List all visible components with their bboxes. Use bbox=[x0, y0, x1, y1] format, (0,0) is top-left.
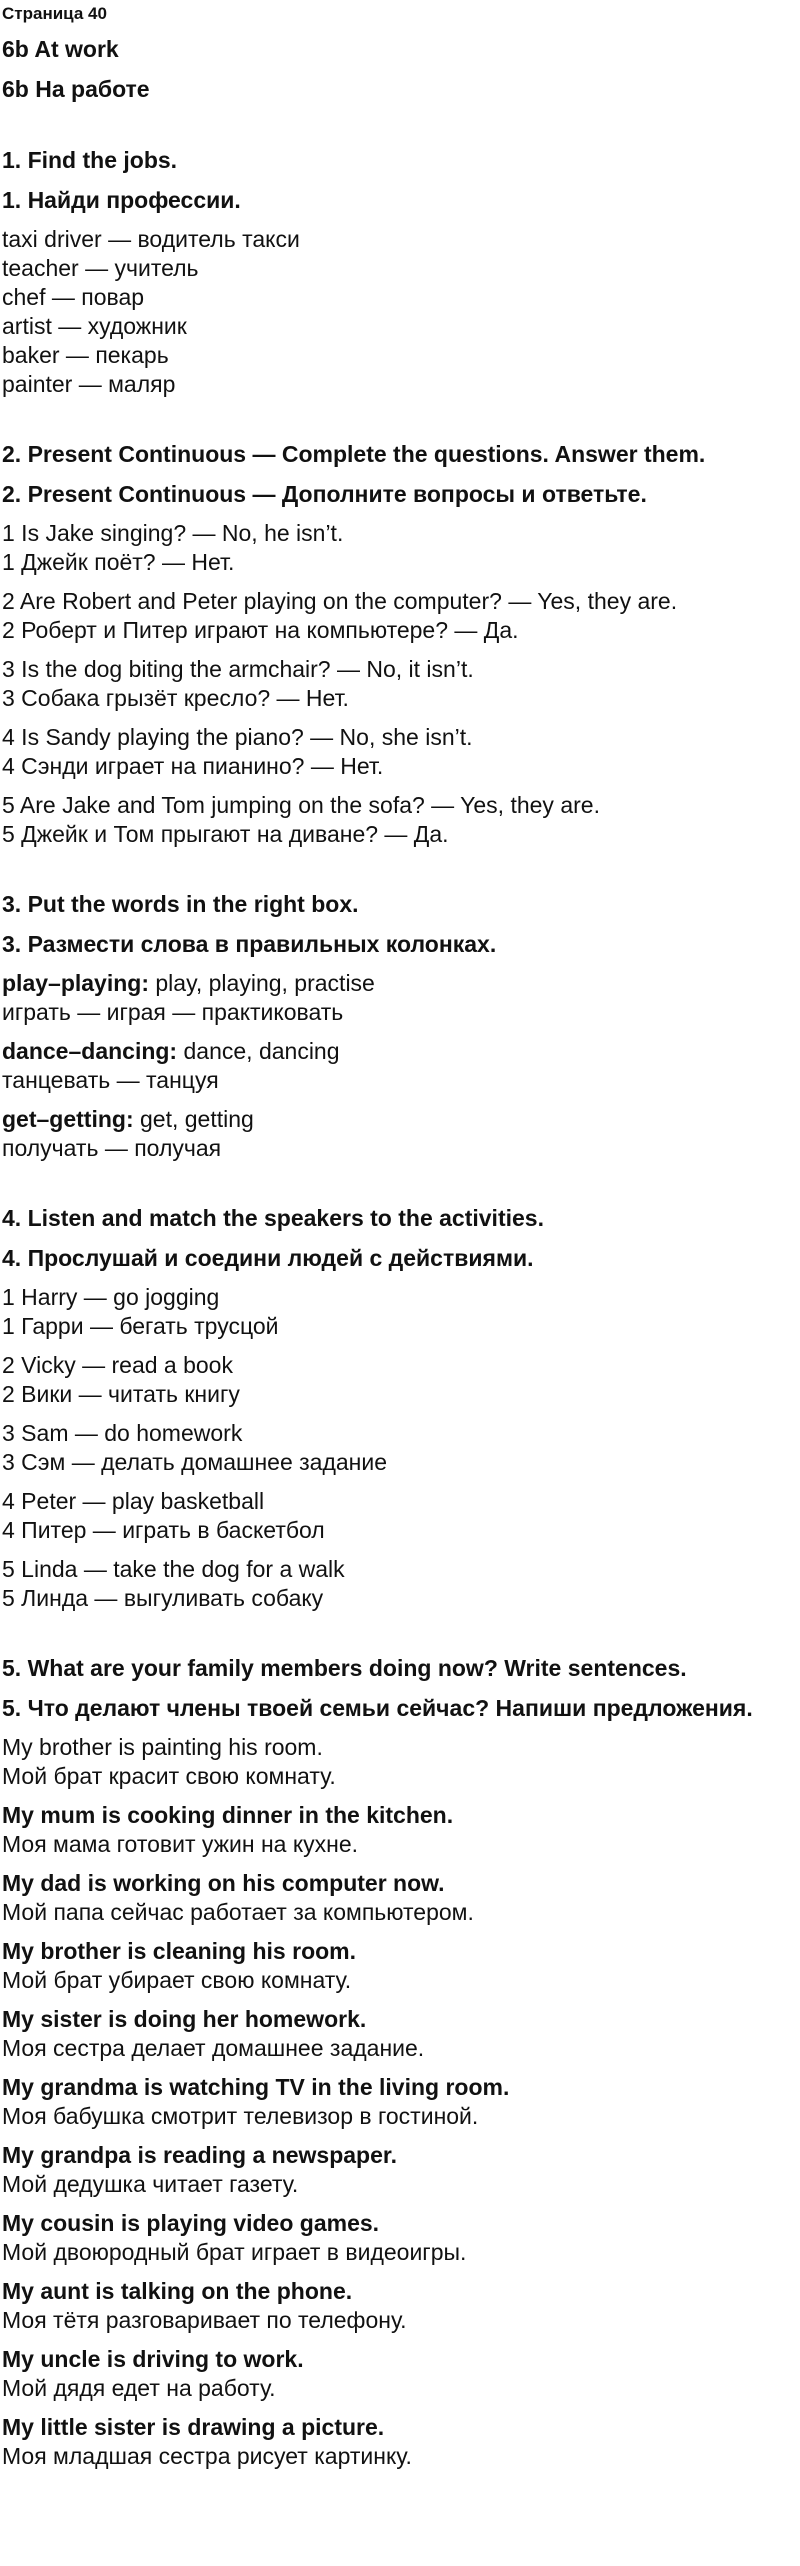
sentence-pair bbox=[2, 2073, 800, 2131]
sentence-en: My aunt is talking on the phone. bbox=[2, 2278, 353, 2304]
answer-pair bbox=[2, 587, 800, 645]
answer-pair bbox=[2, 723, 800, 781]
word-box-label: dance–dancing: bbox=[2, 1038, 178, 1064]
sentence-ru: Мой папа сейчас работает за компьютером. bbox=[2, 1899, 474, 1925]
sentence-ru: Моя сестра делает домашнее задание. bbox=[2, 2035, 425, 2061]
match-pair bbox=[2, 1419, 800, 1477]
word-box bbox=[2, 969, 800, 1027]
sentence-pair bbox=[2, 2209, 800, 2267]
word-box-en bbox=[2, 1105, 800, 1134]
answer-en: 4 Is Sandy playing the piano? — No, she isn’t. bbox=[2, 724, 473, 750]
exercise-4 bbox=[2, 1203, 800, 1613]
answer-pair bbox=[2, 655, 800, 713]
exercise-4-heading-ru: 4. Прослушай и соедини людей с действиями. bbox=[2, 1245, 534, 1271]
sentence-ru: Мой брат красит свою комнату. bbox=[2, 1763, 336, 1789]
list-item: teacher — учитель bbox=[2, 255, 199, 281]
answer-en: 5 Are Jake and Tom jumping on the sofa? — Yes, they are. bbox=[2, 792, 600, 818]
exercise-5 bbox=[2, 1653, 800, 2471]
match-en: 3 Sam — do homework bbox=[2, 1420, 243, 1446]
sentence-pair bbox=[2, 2005, 800, 2063]
word-box-words: play, playing, practise bbox=[155, 970, 375, 996]
sentence-ru: Мой дядя едет на работу. bbox=[2, 2375, 276, 2401]
match-pair bbox=[2, 1283, 800, 1341]
list-item: painter — маляр bbox=[2, 371, 176, 397]
exercise-2-heading-ru: 2. Present Continuous — Дополните вопросы и ответьте. bbox=[2, 481, 647, 507]
match-en: 2 Vicky — read a book bbox=[2, 1352, 233, 1378]
match-pair bbox=[2, 1351, 800, 1409]
match-ru: 4 Питер — играть в баскетбол bbox=[2, 1517, 325, 1543]
word-box bbox=[2, 1105, 800, 1163]
sentence-en: My brother is cleaning his room. bbox=[2, 1938, 357, 1964]
exercise-1-heading-ru: 1. Найди профессии. bbox=[2, 187, 241, 213]
sentence-pair bbox=[2, 1869, 800, 1927]
word-box-ru: получать — получая bbox=[2, 1135, 222, 1161]
match-pair bbox=[2, 1487, 800, 1545]
sentence-en: My little sister is drawing a picture. bbox=[2, 2414, 385, 2440]
exercise-1 bbox=[2, 145, 800, 399]
word-box bbox=[2, 1037, 800, 1095]
word-box-label: play–playing: bbox=[2, 970, 149, 996]
match-ru: 1 Гарри — бегать трусцой bbox=[2, 1313, 279, 1339]
sentence-en: My grandpa is reading a newspaper. bbox=[2, 2142, 397, 2168]
sentence-ru: Мой двоюродный брат играет в видеоигры. bbox=[2, 2239, 467, 2265]
answer-en: 3 Is the dog biting the armchair? — No, it isn’t. bbox=[2, 656, 474, 682]
page-number-label: Страница 40 bbox=[2, 4, 107, 23]
sentence-ru: Мой дедушка читает газету. bbox=[2, 2171, 299, 2197]
word-box-label: get–getting: bbox=[2, 1106, 134, 1132]
exercise-3-heading-en: 3. Put the words in the right box. bbox=[2, 891, 359, 917]
lesson-title-en: 6b At work bbox=[2, 36, 119, 62]
answer-ru: 1 Джейк поёт? — Нет. bbox=[2, 549, 235, 575]
sentence-pair bbox=[2, 2413, 800, 2471]
sentence-ru: Моя мама готовит ужин на кухне. bbox=[2, 1831, 359, 1857]
match-en: 1 Harry — go jogging bbox=[2, 1284, 220, 1310]
sentence-ru: Моя младшая сестра рисует картинку. bbox=[2, 2443, 412, 2469]
lesson-title-ru: 6b На работе bbox=[2, 76, 150, 102]
match-ru: 5 Линда — выгуливать собаку bbox=[2, 1585, 324, 1611]
answer-en: 2 Are Robert and Peter playing on the computer? — Yes, they are. bbox=[2, 588, 678, 614]
sentence-ru: Мой брат убирает свою комнату. bbox=[2, 1967, 352, 1993]
answer-ru: 5 Джейк и Том прыгают на диване? — Да. bbox=[2, 821, 449, 847]
sentence-en: My grandma is watching TV in the living room. bbox=[2, 2074, 510, 2100]
sentence-ru: Моя тётя разговаривает по телефону. bbox=[2, 2307, 407, 2333]
answer-ru: 3 Собака грызёт кресло? — Нет. bbox=[2, 685, 349, 711]
exercise-5-heading-ru: 5. Что делают члены твоей семьи сейчас? Напиши предложения. bbox=[2, 1695, 753, 1721]
exercise-2 bbox=[2, 439, 800, 849]
sentence-pair bbox=[2, 1733, 800, 1791]
sentence-en: My uncle is driving to work. bbox=[2, 2346, 304, 2372]
sentence-en: My cousin is playing video games. bbox=[2, 2210, 380, 2236]
exercise-3 bbox=[2, 889, 800, 1163]
exercise-4-heading-en: 4. Listen and match the speakers to the activities. bbox=[2, 1205, 544, 1231]
exercise-2-heading-en: 2. Present Continuous — Complete the questions. Answer them. bbox=[2, 441, 706, 467]
answer-pair bbox=[2, 791, 800, 849]
exercise-3-heading-ru: 3. Размести слова в правильных колонках. bbox=[2, 931, 497, 957]
sentence-pair bbox=[2, 1937, 800, 1995]
list-item: chef — повар bbox=[2, 284, 145, 310]
exercise-1-heading-en: 1. Find the jobs. bbox=[2, 147, 178, 173]
sentence-ru: Моя бабушка смотрит телевизор в гостиной. bbox=[2, 2103, 479, 2129]
sentence-pair bbox=[2, 2141, 800, 2199]
sentence-en: My dad is working on his computer now. bbox=[2, 1870, 445, 1896]
word-box-words: get, getting bbox=[140, 1106, 254, 1132]
jobs-list bbox=[2, 225, 800, 399]
answer-en: 1 Is Jake singing? — No, he isn’t. bbox=[2, 520, 344, 546]
word-box-en bbox=[2, 969, 800, 998]
sentence-en: My brother is painting his room. bbox=[2, 1734, 323, 1760]
word-box-ru: играть — играя — практиковать bbox=[2, 999, 344, 1025]
list-item: taxi driver — водитель такси bbox=[2, 226, 300, 252]
answer-pair bbox=[2, 519, 800, 577]
match-en: 4 Peter — play basketball bbox=[2, 1488, 265, 1514]
match-ru: 3 Сэм — делать домашнее задание bbox=[2, 1449, 388, 1475]
match-ru: 2 Вики — читать книгу bbox=[2, 1381, 240, 1407]
sentence-en: My mum is cooking dinner in the kitchen. bbox=[2, 1802, 454, 1828]
sentence-pair bbox=[2, 1801, 800, 1859]
exercise-5-heading-en: 5. What are your family members doing now? Write sentences. bbox=[2, 1655, 687, 1681]
word-box-words: dance, dancing bbox=[183, 1038, 340, 1064]
match-en: 5 Linda — take the dog for a walk bbox=[2, 1556, 345, 1582]
sentence-pair bbox=[2, 2277, 800, 2335]
answer-ru: 2 Роберт и Питер играют на компьютере? — Да. bbox=[2, 617, 519, 643]
list-item: artist — художник bbox=[2, 313, 187, 339]
answer-ru: 4 Сэнди играет на пианино? — Нет. bbox=[2, 753, 384, 779]
sentence-en: My sister is doing her homework. bbox=[2, 2006, 367, 2032]
list-item: baker — пекарь bbox=[2, 342, 169, 368]
word-box-en bbox=[2, 1037, 800, 1066]
match-pair bbox=[2, 1555, 800, 1613]
sentence-pair bbox=[2, 2345, 800, 2403]
word-box-ru: танцевать — танцуя bbox=[2, 1067, 219, 1093]
